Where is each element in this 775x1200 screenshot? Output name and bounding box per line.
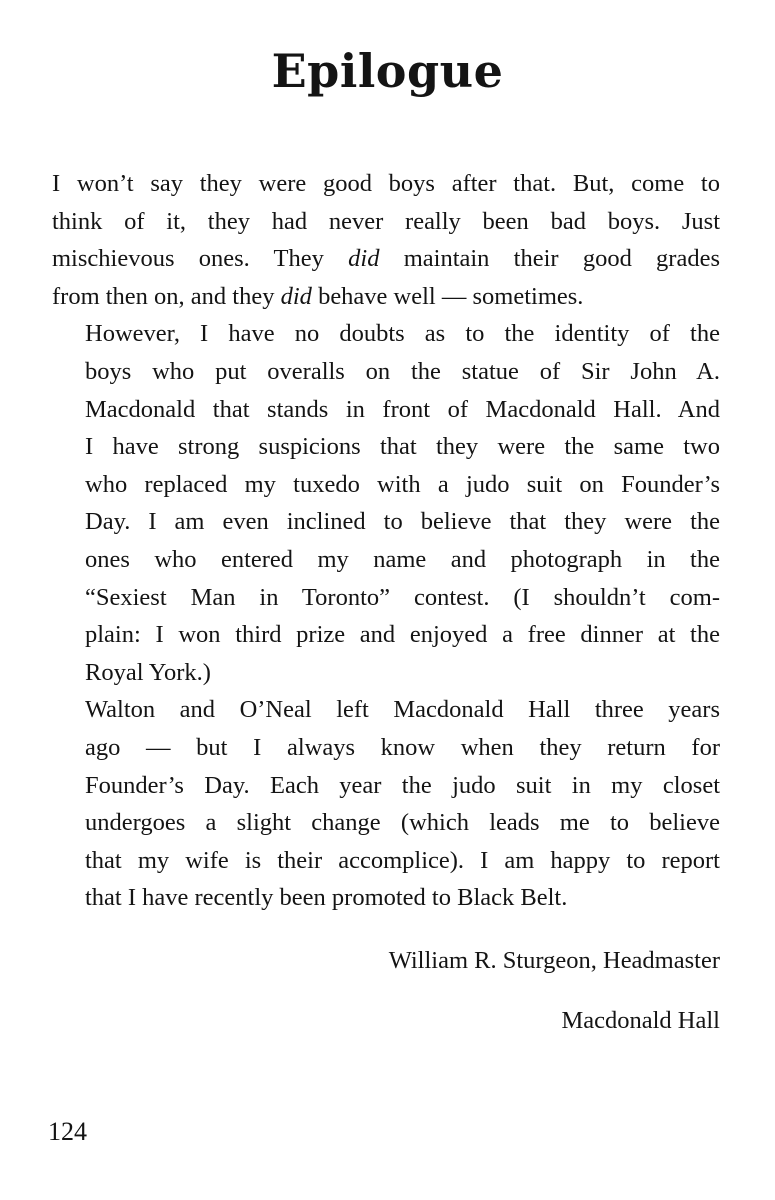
epilogue-body: [52, 165, 720, 917]
text-run: that my wife is their accomplice). I am happy to report: [85, 846, 720, 874]
text-line: [52, 579, 720, 617]
signature-block: [389, 943, 720, 1039]
text-run: plain: I won third prize and enjoyed a free dinner at the: [85, 621, 720, 649]
text-run: However, I have no doubts as to the identity of the: [85, 320, 720, 348]
text-line: [52, 391, 720, 429]
text-line: [52, 654, 720, 692]
text-run: that I have recently been promoted to Black Belt.: [85, 884, 568, 912]
text-run: Walton and O’Neal left Macdonald Hall three years: [85, 696, 720, 724]
paragraph-2: [52, 315, 720, 691]
text-run: I won’t say they were good boys after that. But, come to: [52, 170, 720, 197]
text-run: undergoes a slight change (which leads me to believe: [85, 809, 720, 837]
text-line: [52, 616, 720, 654]
paragraph-3: [52, 691, 720, 917]
text-line: [52, 240, 720, 278]
text-line: [52, 729, 720, 767]
italic-emphasis: did: [280, 282, 312, 310]
text-run: ago — but I always know when they return for: [85, 733, 720, 761]
text-line: [52, 691, 720, 729]
text-line: [52, 466, 720, 504]
text-run: who replaced my tuxedo with a judo suit on Founder’s: [85, 470, 720, 498]
text-run: from then on, and they: [52, 282, 281, 310]
text-run: Founder’s Day. Each year the judo suit in my closet: [85, 771, 720, 799]
text-run: Royal York.): [85, 658, 211, 686]
text-run: behave well — sometimes.: [311, 282, 584, 310]
chapter-title: Epilogue: [271, 44, 504, 98]
text-run: Macdonald that stands in front of Macdonald Hall. And: [85, 395, 720, 423]
text-run: Day. I am even inclined to believe that they were the: [85, 508, 720, 536]
text-line: [52, 315, 720, 353]
text-line: [52, 541, 720, 579]
text-run: boys who put overalls on the statue of Sir John A.: [85, 357, 720, 385]
text-run: maintain their good grades: [379, 245, 720, 273]
text-run: ones who entered my name and photograph in the: [85, 545, 720, 573]
italic-emphasis: did: [348, 245, 380, 273]
text-run: think of it, they had never really been bad boys. Just: [52, 207, 720, 235]
text-line: [52, 203, 720, 241]
text-line: [52, 428, 720, 466]
paragraph-1: [52, 165, 720, 315]
text-run: I have strong suspicions that they were the same two: [85, 433, 720, 461]
text-line: [52, 879, 720, 917]
text-line: [52, 767, 720, 805]
signature-place: Macdonald Hall: [561, 1007, 720, 1034]
text-line: [52, 842, 720, 880]
signature-name: William R. Sturgeon, Headmaster: [388, 947, 720, 974]
text-line: [52, 804, 720, 842]
text-run: mischievous ones. They: [52, 245, 349, 273]
text-line: [52, 503, 720, 541]
text-run: “Sexiest Man in Toronto” contest. (I shouldn’t com-: [85, 583, 720, 611]
page-number: 124: [48, 1117, 87, 1146]
text-line: [52, 353, 720, 391]
text-line: [52, 278, 720, 316]
text-line: [52, 165, 720, 203]
